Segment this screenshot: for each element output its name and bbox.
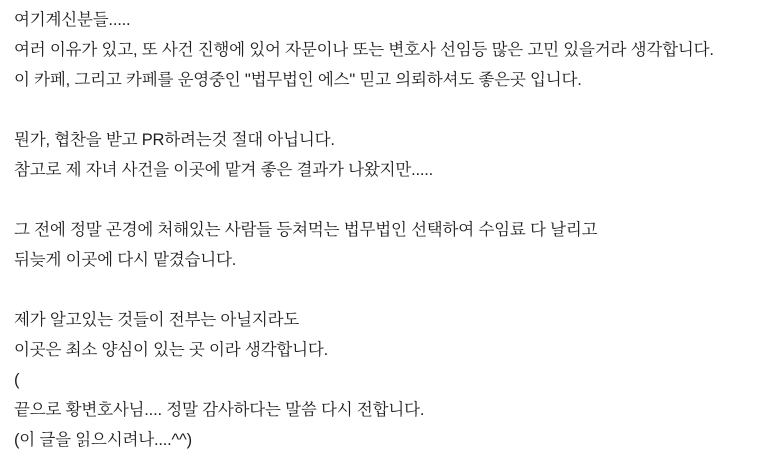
post-line: 뭔가, 협찬을 받고 PR하려는것 절대 아닙니다. — [14, 131, 335, 149]
post-line: 이 카페, 그리고 카페를 운영중인 "법무법인 에스" 믿고 의뢰하셔도 좋은곳 입니다. — [14, 71, 582, 89]
post-line: 뒤늦게 이곳에 다시 맡겼습니다. — [14, 251, 237, 269]
post-line: 제가 알고있는 것들이 전부는 아닐지라도 — [14, 311, 300, 329]
post-line: 끝으로 황변호사님.... 정말 감사하다는 말씀 다시 전합니다. — [14, 401, 425, 419]
post-line-blank — [14, 275, 747, 305]
post-line: 이곳은 최소 양심이 있는 곳 이라 생각합니다. — [14, 341, 328, 359]
post-line: (이 글을 읽으시려나....^^) — [14, 431, 192, 449]
post-line: 여러 이유가 있고, 또 사건 진행에 있어 자문이나 또는 변호사 선임등 많은 고민 있을거라 생각합니다. — [14, 41, 714, 59]
post-line: ( — [14, 371, 20, 389]
post-line: 그 전에 정말 곤경에 처해있는 사람들 등쳐먹는 법무법인 선택하여 수임료 다 날리고 — [14, 221, 598, 239]
post-line-blank — [14, 185, 747, 215]
post-line: 참고로 제 자녀 사건을 이곳에 맡겨 좋은 결과가 나왔지만..... — [14, 161, 433, 179]
post-line-blank — [14, 95, 747, 125]
post-line: 여기계신분들..... — [14, 11, 131, 29]
